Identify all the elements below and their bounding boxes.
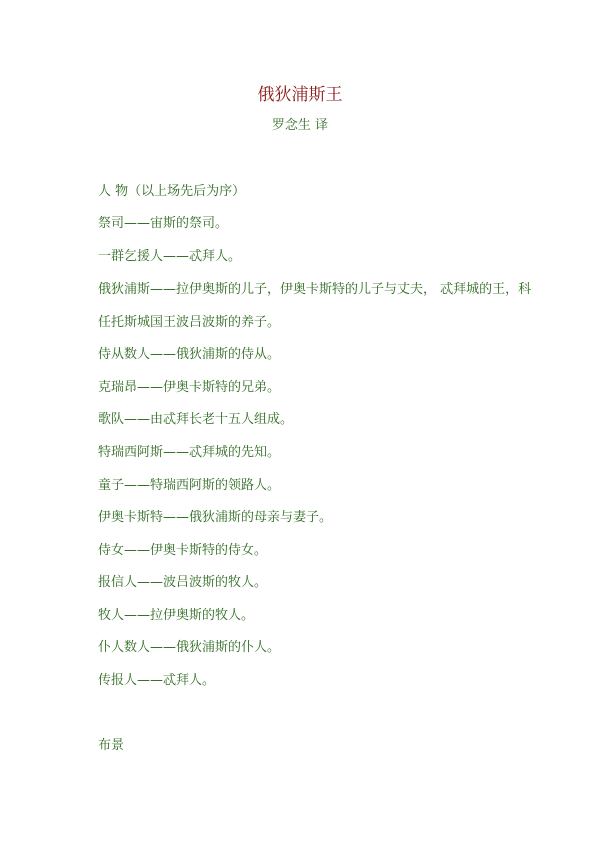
section-heading-scenery: 布景 bbox=[98, 738, 125, 753]
cast-entry: 童子——特瑞西阿斯的领路人。 bbox=[98, 478, 281, 493]
cast-entry: 仆人数人——俄狄浦斯的仆人。 bbox=[98, 640, 281, 655]
cast-entry: 歌队——由忒拜长老十五人组成。 bbox=[98, 412, 294, 427]
cast-entry: 侍女——伊奥卡斯特的侍女。 bbox=[98, 543, 268, 558]
document-title: 俄狄浦斯王 bbox=[257, 85, 343, 105]
cast-heading: 人 物（以上场先后为序） bbox=[98, 184, 246, 199]
cast-entry: 克瑞昂——伊奥卡斯特的兄弟。 bbox=[98, 380, 281, 395]
cast-entry-continuation: 任托斯城国王波吕波斯的养子。 bbox=[98, 315, 281, 330]
cast-entry: 传报人——忒拜人。 bbox=[98, 673, 216, 688]
cast-entry: 一群乞援人——忒拜人。 bbox=[98, 249, 242, 264]
cast-entry: 伊奥卡斯特——俄狄浦斯的母亲与妻子。 bbox=[98, 510, 333, 525]
cast-entry: 特瑞西阿斯——忒拜城的先知。 bbox=[98, 445, 281, 460]
cast-entry: 牧人——拉伊奥斯的牧人。 bbox=[98, 608, 255, 623]
cast-entry: 报信人——波吕波斯的牧人。 bbox=[98, 575, 268, 590]
cast-entry: 祭司——宙斯的祭司。 bbox=[98, 216, 229, 231]
cast-entry: 侍从数人——俄狄浦斯的侍从。 bbox=[98, 347, 281, 362]
cast-entry: 俄狄浦斯——拉伊奥斯的儿子，伊奥卡斯特的儿子与丈夫， 忒拜城的王，科 bbox=[98, 282, 532, 297]
translator-credit: 罗念生 译 bbox=[271, 118, 329, 133]
